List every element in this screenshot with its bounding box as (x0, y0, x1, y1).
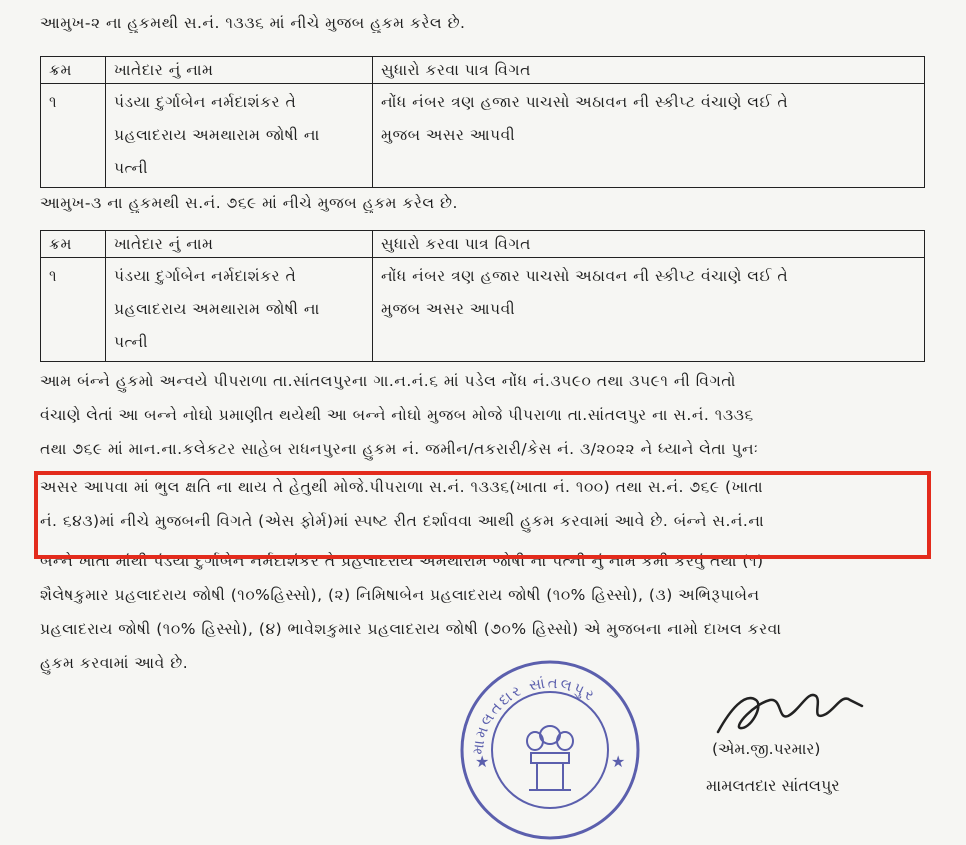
paragraph-line: અસર આપવા માં ભુલ ક્ષતિ ના થાય તે હેતુથી મોજે.પીપરાળા સ.નં. ૧૩૩૬(ખાતા નં. ૧૦૦) તથા સ.નં. ૭૬૯ (ખાતા (40, 478, 764, 496)
order2-intro: આમુખ-૨ ના હુકમથી સ.નં. ૧૩૩૬ માં નીચે મુજબ હુકમ કરેલ છે. (40, 14, 466, 32)
paragraph-line: નં. ૬૪૩)માં નીચે મુજબની વિગતે (એસ ફોર્મ)માં સ્પષ્ટ રીત દર્શાવવા આથી હુકમ કરવામાં આવે છે. બંન્ને સ.નં.ના (40, 512, 765, 530)
row-name (106, 84, 373, 188)
table-header-row (41, 57, 925, 84)
header-name: ખાતેદાર નું નામ (106, 231, 373, 258)
order2-table (40, 56, 925, 188)
table-row (41, 84, 925, 188)
header-num: ક્રમ (41, 231, 106, 258)
paragraph-line: વંચાણે લેતાં આ બન્ને નોઘો પ્રમાણીત થયેથી આ બન્ને નોઘો મુજબ મોજે પીપરાળા તા.સાંતલપુર ના સ.નં. ૧૩૩૬ (40, 406, 754, 424)
signatory-title: મામલતદાર સાંતલપુર (706, 776, 840, 795)
header-details: સુધારો કરવા પાત્ર વિગત (373, 57, 925, 84)
row-details (373, 84, 925, 188)
row-name (106, 258, 373, 362)
row-name-line: પત્ની (114, 333, 149, 351)
row-name-line: પ્રહલાદરાય અમથારામ જોષી ના (114, 300, 320, 318)
paragraph-line: હુકમ કરવામાં આવે છે. (40, 654, 189, 672)
row-detail-line: મુજબ અસર આપવી (381, 300, 516, 318)
row-name-line: પંડયા દુર્ગાબેન નર્મદાશંકર તે (114, 93, 297, 111)
row-name-line: પંડયા દુર્ગાબેન નર્મદાશંકર તે (114, 267, 297, 285)
table-header-row (41, 231, 925, 258)
order3-table (40, 230, 925, 362)
svg-text:★: ★ (611, 752, 626, 771)
paragraph-line: તથા ૭૬૯ માં માન.ના.કલેકટર સાહેબ રાધનપુરના હુકમ નં. જમીન/તકરારી/કેસ નં. ૩/૨૦૨૨ ને ધ્યાને લેતા પુનઃ (40, 440, 759, 458)
stamp-text: મામલતદાર સાંતલપુર (468, 673, 600, 756)
row-name-line: પ્રહલાદરાય અમથારામ જોષી ના (114, 126, 320, 144)
header-name: ખાતેદાર નું નામ (106, 57, 373, 84)
order3-intro: આમુખ-૩ ના હુકમથી સ.નં. ૭૬૯ માં નીચે મુજબ હુકમ કરેલ છે. (40, 194, 458, 212)
row-num: ૧ (41, 84, 106, 188)
row-detail-line: નોંધ નંબર ત્રણ હજાર પાચસો અઠાવન ની સ્કીપ્ટ વંચાણે લઈ તે (381, 93, 789, 111)
paragraph-line: શૈલેષકુમાર પ્રહલાદરાય જોષી (૧૦%હિસ્સો), (૨) નિમિષાબેન પ્રહલાદરાય જોષી (૧૦% હિસ્સો), (૩) અભિરૂપાબેન (40, 586, 760, 604)
highlight-box (34, 471, 931, 559)
row-details (373, 258, 925, 362)
header-num: ક્રમ (41, 57, 106, 84)
row-detail-line: નોંધ નંબર ત્રણ હજાર પાચસો અઠાવન ની સ્કીપ્ટ વંચાણે લઈ તે (381, 267, 789, 285)
emblem-icon (527, 726, 573, 790)
signature (690, 670, 870, 750)
row-num: ૧ (41, 258, 106, 362)
row-detail-line: મુજબ અસર આપવી (381, 126, 516, 144)
paragraph-line: આમ બંન્ને હુકમો અન્વયે પીપરાળા તા.સાંતલપુરના ગા.ન.નં.૬ માં પડેલ નોંધ નં.૩૫૯૦ તથા ૩૫૯૧ ની વિગતો (40, 372, 736, 390)
table-row (41, 258, 925, 362)
svg-text:★: ★ (475, 752, 490, 771)
signatory-name: (એમ.જી.પરમાર) (712, 740, 821, 758)
header-details: સુધારો કરવા પાત્ર વિગત (373, 231, 925, 258)
paragraph-line: પ્રહલાદરાય જોષી (૧૦% હિસ્સો), (૪) ભાવેશકુમાર પ્રહલાદરાય જોષી (૭૦% હિસ્સો) એ મુજબના નામો દાખલ કરવા (40, 620, 782, 638)
paragraph-line: બન્ને ખાતા માંથી પંડયા દુર્ગાબેન નર્મદાશંકર તે પ્રહલાદરાય અમથારામ જોષી ના પત્ની નું નામ કમી કરવું તથા (૧) (40, 552, 764, 570)
official-stamp (455, 655, 645, 845)
row-name-line: પત્ની (114, 159, 149, 177)
